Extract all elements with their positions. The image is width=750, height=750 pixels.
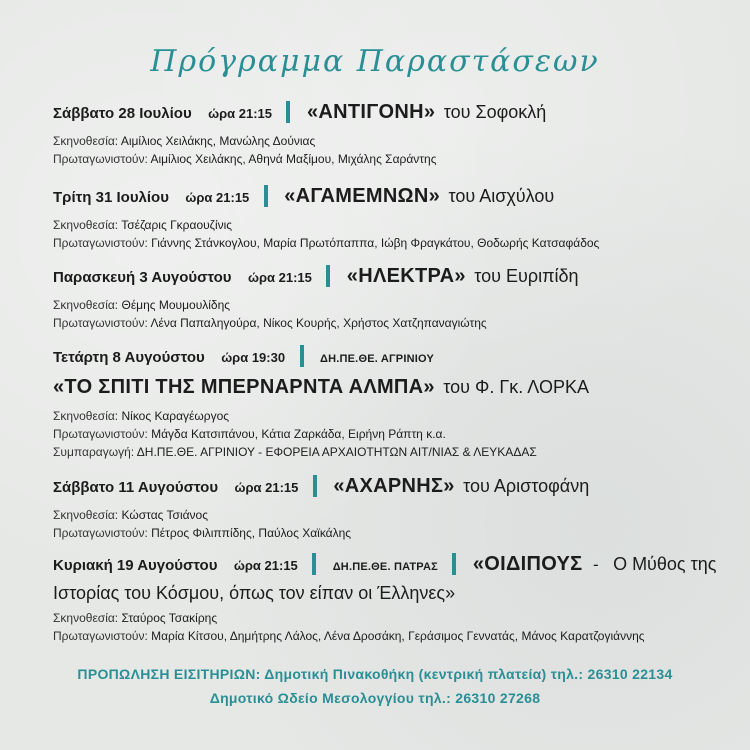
play-subtitle: Ο Μύθος της: [613, 554, 717, 574]
director-names: Σταύρος Τσακίρης: [121, 611, 218, 625]
divider-bar: [300, 345, 304, 367]
cast-line: [53, 524, 723, 542]
cast-line: [53, 425, 723, 443]
divider-bar: [313, 475, 317, 497]
event-antigone: [53, 100, 723, 168]
director-label: Σκηνοθεσία:: [53, 298, 119, 312]
director-line: [53, 216, 723, 234]
play-title: «ΤΟ ΣΠΙΤΙ ΤΗΣ ΜΠΕΡΝΑΡΝΤΑ ΑΛΜΠΑ»: [53, 376, 435, 398]
play-author: του Σοφοκλή: [443, 102, 547, 122]
event-acharnians: [53, 474, 723, 542]
cast-names: Λένα Παπαληγούρα, Νίκος Κουρής, Χρήστος Χατζηπαναγιώτης: [150, 316, 487, 330]
event-day: Κυριακή 19 Αυγούστου: [53, 557, 218, 574]
cast-label: Πρωταγωνιστούν:: [53, 152, 148, 166]
play-subtitle-line: [53, 579, 723, 607]
director-names: Νίκος Καραγέωργος: [121, 409, 230, 423]
divider-bar: [264, 185, 268, 207]
divider-bar: [326, 265, 330, 287]
play-title: «ΗΛΕΚΤΡΑ»: [346, 265, 466, 287]
cast-line: [53, 234, 723, 252]
event-time: ώρα 21:15: [248, 270, 312, 285]
director-line: [53, 407, 723, 425]
page-title: Πρόγραμμα Παραστάσεων: [150, 44, 600, 79]
director-label: Σκηνοθεσία:: [53, 134, 119, 148]
director-label: Σκηνοθεσία:: [53, 218, 119, 232]
cast-line: [53, 150, 723, 168]
play-author: του Αριστοφάνη: [463, 476, 590, 496]
event-day: Τετάρτη 8 Αυγούστου: [53, 349, 205, 366]
event-time: ώρα 21:15: [208, 106, 273, 121]
cast-line: [53, 314, 723, 332]
play-title: «ΑΓΑΜΕΜΝΩΝ»: [284, 185, 441, 207]
event-header: [53, 264, 723, 290]
cast-label: Πρωταγωνιστούν:: [53, 526, 148, 540]
director-names: Θέμης Μουμουλίδης: [121, 298, 231, 312]
event-day: Τρίτη 31 Ιουλίου: [53, 189, 169, 206]
director-line: [53, 132, 723, 150]
cast-label: Πρωταγωνιστούν:: [53, 427, 148, 441]
ticket-presale-line-2: Δημοτικό Ωδείο Μεσολογγίου τηλ.: 26310 27268: [209, 690, 541, 706]
event-electra: [53, 264, 723, 332]
event-header: [53, 345, 723, 371]
cast-names: Γιάννης Στάνκογλου, Μαρία Πρωτόπαππα, Ιώβη Φραγκάτου, Θοδωρής Κατσαφάδος: [151, 236, 600, 250]
cast-names: Πέτρος Φιλιππίδης, Παύλος Χαϊκάλης: [151, 526, 352, 540]
divider-bar: [452, 553, 456, 575]
event-bernarda-alba: [53, 345, 723, 461]
event-venue: ΔΗ.ΠΕ.ΘΕ. ΑΓΡΙΝΙΟΥ: [320, 353, 434, 365]
event-venue: ΔΗ.ΠΕ.ΘΕ. ΠΑΤΡΑΣ: [332, 561, 438, 573]
play-author: του Ευριπίδη: [474, 266, 579, 286]
director-names: Κώστας Τσιάνος: [121, 508, 209, 522]
event-header: [53, 100, 723, 126]
director-label: Σκηνοθεσία:: [53, 611, 119, 625]
play-title: «ΑΝΤΙΓΟΝΗ»: [306, 101, 436, 123]
event-time: ώρα 21:15: [234, 480, 299, 495]
cast-names: Μαρία Κίτσου, Δημήτρης Λάλος, Λένα Δροσάκη, Γεράσιμος Γεννατάς, Μάνος Καρατζογιάννης: [151, 629, 645, 643]
director-line: [53, 506, 723, 524]
event-agamemnon: [53, 184, 723, 252]
cast-label: Πρωταγωνιστούν:: [53, 236, 148, 250]
ticket-presale-line: ΠΡΟΠΩΛΗΣΗ ΕΙΣΙΤΗΡΙΩΝ: Δημοτική Πινακοθήκη (κεντρική πλατεία) τηλ.: 26310 22134: [77, 666, 673, 682]
director-names: Τσέζαρις Γκραουζίνις: [121, 218, 233, 232]
divider-bar: [312, 553, 316, 575]
cast-label: Πρωταγωνιστούν:: [53, 316, 148, 330]
director-names: Αιμίλιος Χειλάκης, Μανώλης Δούνιας: [120, 134, 316, 148]
event-time: ώρα 21:15: [185, 190, 250, 205]
play-author: του Φ. Γκ. ΛΟΡΚΑ: [443, 377, 589, 397]
director-label: Σκηνοθεσία:: [53, 508, 119, 522]
director-line: [53, 296, 723, 314]
event-header: [53, 474, 723, 500]
cast-names: Αιμίλιος Χειλάκης, Αθηνά Μαξίμου, Μιχάλης Σαράντης: [150, 152, 437, 166]
event-time: ώρα 21:15: [233, 558, 298, 573]
play-title-line: [53, 373, 723, 403]
cast-names: Μάγδα Κατσιπάνου, Κάτια Ζαρκάδα, Ειρήνη Ράπτη κ.α.: [151, 427, 446, 441]
play-author: του Αισχύλου: [448, 186, 555, 206]
play-subtitle-cont: Ιστορίας του Κόσμου, όπως τον είπαν οι Έλληνες»: [53, 583, 456, 603]
director-label: Σκηνοθεσία:: [53, 409, 119, 423]
coproduction-names: ΔΗ.ΠΕ.ΘΕ. ΑΓΡΙΝΙΟΥ - ΕΦΟΡΕΙΑ ΑΡΧΑΙΟΤΗΤΩΝ ΑΙΤ/ΝΙΑΣ & ΛΕΥΚΑΔΑΣ: [136, 445, 537, 459]
cast-label: Πρωταγωνιστούν:: [53, 629, 148, 643]
cast-line: [53, 627, 723, 645]
director-line: [53, 609, 723, 627]
play-title: «ΑΧΑΡΝΗΣ»: [333, 475, 455, 497]
coproduction-line: [53, 443, 723, 461]
event-oedipus: [53, 552, 723, 645]
event-time: ώρα 19:30: [221, 350, 286, 365]
event-header: [53, 552, 723, 579]
play-title: «ΟΙΔΙΠΟΥΣ: [472, 553, 583, 575]
event-day: Σάββατο 28 Ιουλίου: [53, 105, 192, 122]
event-day: Παρασκευή 3 Αυγούστου: [53, 269, 232, 286]
event-day: Σάββατο 11 Αυγούστου: [53, 479, 219, 496]
coproduction-label: Συμπαραγωγή:: [53, 445, 135, 459]
title-dash: -: [592, 555, 599, 574]
divider-bar: [286, 101, 290, 123]
event-header: [53, 184, 723, 210]
